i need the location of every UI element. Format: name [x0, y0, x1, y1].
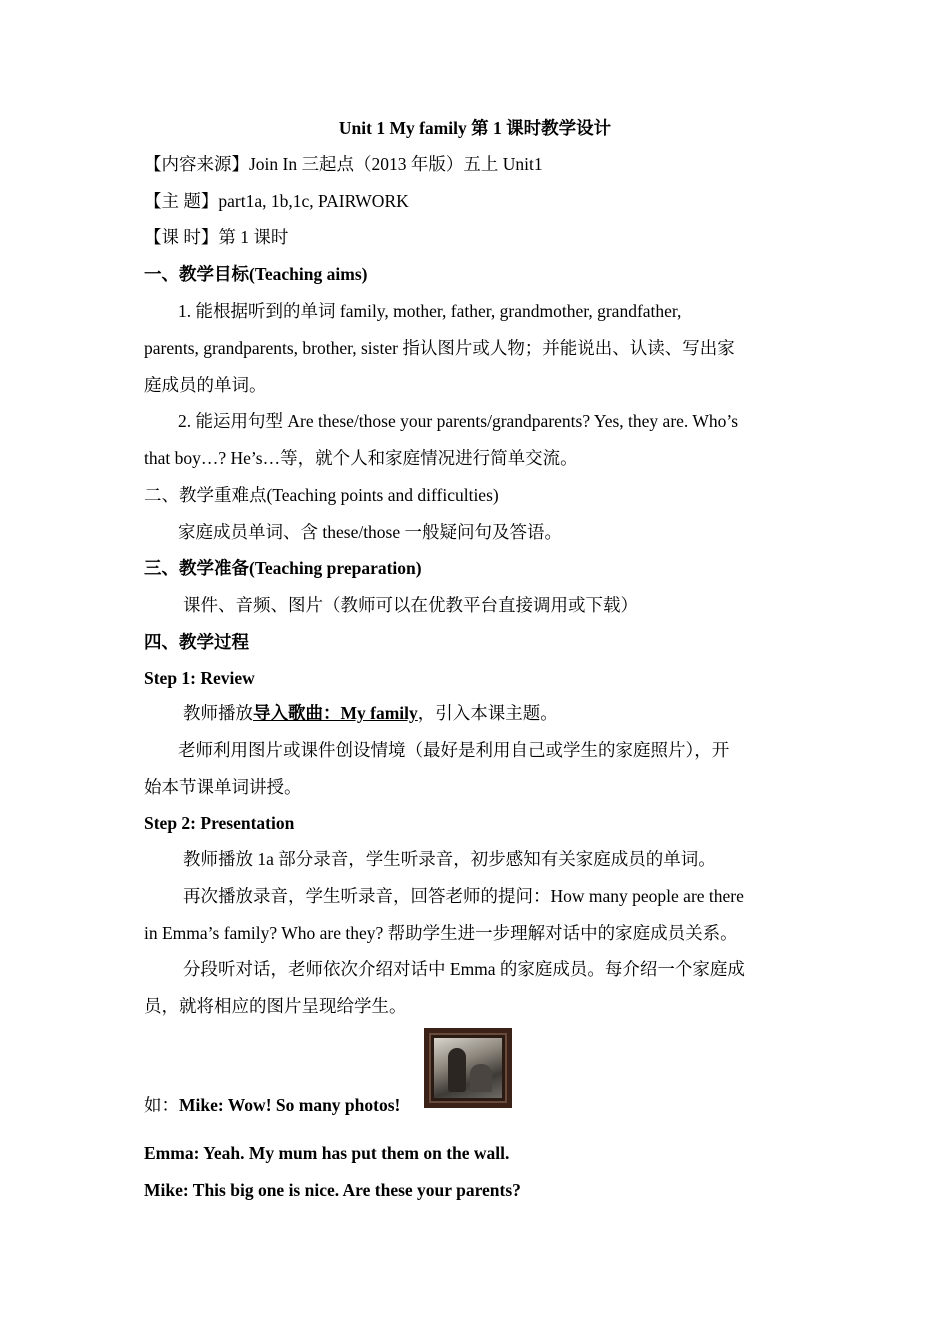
step2-heading: Step 2: Presentation	[144, 813, 295, 833]
dialog-line-3: Mike: This big one is nice. Are these your parents?	[144, 1180, 521, 1200]
step1-paragraph-2-line-2: 始本节课单词讲授。	[144, 777, 302, 797]
step2-paragraph-3-line-2: 员，就将相应的图片呈现给学生。	[144, 996, 407, 1016]
step1-paragraph-2-line-1: 老师利用图片或课件创设情境（最好是利用自己或学生的家庭照片），开	[178, 740, 730, 760]
dialog-line-2: Emma: Yeah. My mum has put them on the wall.	[144, 1143, 510, 1163]
photo-figure-child	[470, 1064, 492, 1092]
aims-item-1-line-3: 庭成员的单词。	[144, 375, 267, 395]
step2-paragraph-1: 教师播放 1a 部分录音，学生听录音，初步感知有关家庭成员的单词。	[183, 849, 716, 869]
points-text: 家庭成员单词、含 these/those 一般疑问句及答语。	[178, 522, 563, 542]
section-heading-aims: 一、教学目标(Teaching aims)	[144, 264, 368, 284]
section-heading-points: 二、教学重难点(Teaching points and difficulties)	[144, 485, 499, 505]
preparation-text: 课件、音频、图片（教师可以在优教平台直接调用或下载）	[183, 595, 638, 615]
dialog-line-1	[144, 1093, 400, 1117]
photo-content	[434, 1038, 502, 1098]
aims-item-1-line-2: parents, grandparents, brother, sister 指认图片或人物；并能说出、认读、写出家	[144, 338, 735, 358]
step1-paragraph-1	[183, 701, 558, 725]
step2-paragraph-2-line-1: 再次播放录音，学生听录音，回答老师的提问：How many people are there	[183, 886, 744, 906]
family-photo-image	[424, 1028, 512, 1108]
topic-line: 【主 题】part1a, 1b,1c, PAIRWORK	[144, 191, 409, 211]
step1-p1-prefix: 教师播放	[183, 703, 253, 723]
step2-paragraph-2-line-2: in Emma’s family? Who are they? 帮助学生进一步理解对话中的家庭成员关系。	[144, 923, 738, 943]
aims-item-1-line-1: 1. 能根据听到的单词 family, mother, father, grandmother, grandfather,	[178, 301, 682, 321]
step1-p1-suffix: ，引入本课主题。	[417, 703, 558, 723]
step2-paragraph-3-line-1: 分段听对话，老师依次介绍对话中 Emma 的家庭成员。每介绍一个家庭成	[183, 959, 745, 979]
example-prefix: 如：	[144, 1095, 179, 1115]
aims-item-2-line-2: that boy…? He’s…等，就个人和家庭情况进行简单交流。	[144, 448, 578, 468]
doc-title: Unit 1 My family 第 1 课时教学设计	[338, 118, 612, 138]
intro-song-link[interactable]: 导入歌曲：My family	[253, 703, 418, 723]
step1-heading: Step 1: Review	[144, 668, 255, 688]
section-heading-preparation: 三、教学准备(Teaching preparation)	[144, 558, 422, 578]
aims-item-2-line-1: 2. 能运用句型 Are these/those your parents/grandparents? Yes, they are. Who’s	[178, 411, 739, 431]
lesson-line: 【课 时】第 1 课时	[144, 227, 289, 247]
content-source: 【内容来源】Join In 三起点（2013 年版）五上 Unit1	[144, 154, 543, 174]
photo-figure-adult	[448, 1048, 466, 1092]
dialog-line-1-text: Mike: Wow! So many photos!	[179, 1095, 401, 1115]
section-heading-process: 四、教学过程	[144, 632, 249, 652]
